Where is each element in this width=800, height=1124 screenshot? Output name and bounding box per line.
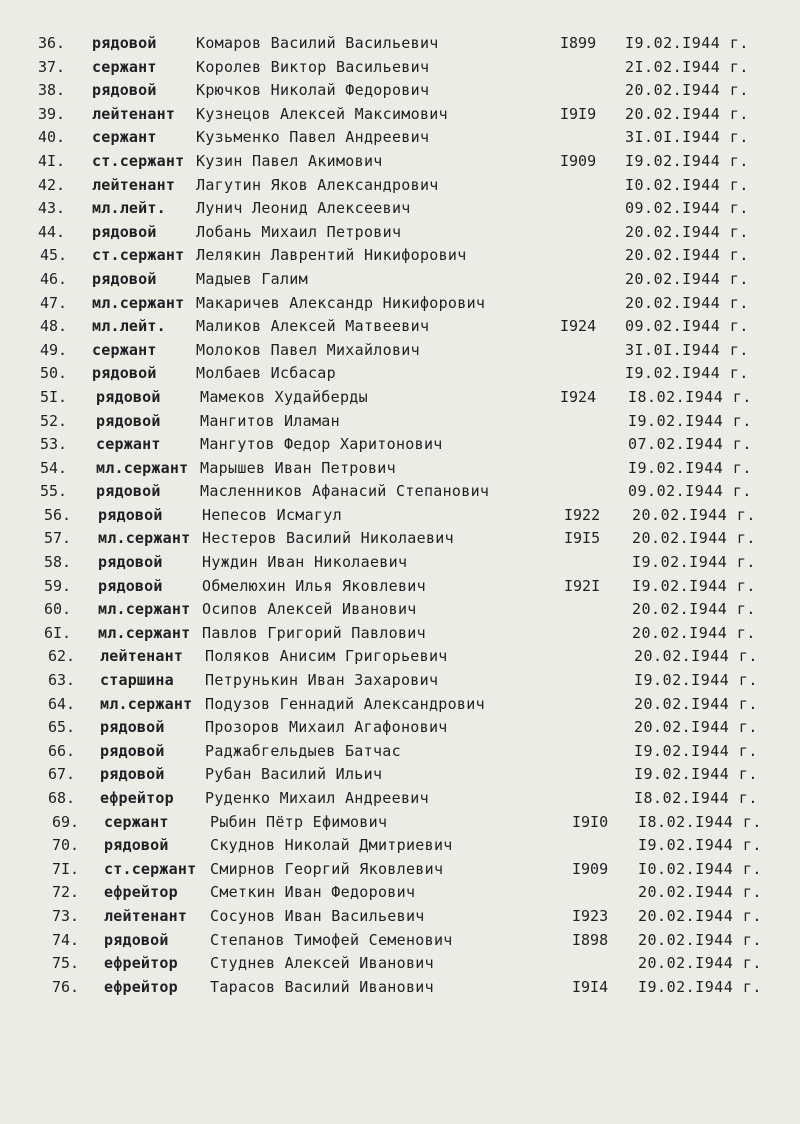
birth-year: I898 (572, 930, 609, 949)
person-name: Кузнецов Алексей Максимович (196, 104, 448, 123)
entry-number: 44. (38, 222, 66, 241)
date-text: 20.02.I944 г. (638, 954, 762, 973)
list-item (0, 126, 800, 150)
list-item (0, 339, 800, 363)
birth-year: I899 (560, 34, 597, 52)
entry-number: 39. (38, 104, 66, 123)
rank-text: лейтенант (92, 104, 176, 123)
list-item (0, 952, 800, 976)
person-name: Комаров Василий Васильевич (196, 34, 439, 52)
list-item (0, 787, 800, 811)
date-text: I8.02.I944 г. (628, 387, 752, 406)
date-text: I8.02.I944 г. (638, 812, 762, 831)
rank-text: рядовой (100, 765, 165, 784)
rank-text: ефрейтор (100, 789, 174, 807)
entry-number: 76. (52, 977, 80, 996)
rank-text: лейтенант (104, 906, 188, 925)
entry-number: 64. (48, 694, 76, 713)
list-item (0, 881, 800, 905)
person-name: Павлов Григорий Павлович (202, 623, 426, 642)
date-text: I0.02.I944 г. (638, 859, 762, 878)
entry-number: 67. (48, 765, 76, 784)
list-item (0, 410, 800, 434)
list-item (0, 103, 800, 127)
entry-number: 37. (38, 57, 66, 76)
person-name: Рыбин Пётр Ефимович (210, 812, 388, 831)
entry-number: 36. (38, 34, 66, 52)
rank-text: рядовой (96, 411, 161, 430)
person-name: Петрунькин Иван Захарович (205, 671, 439, 690)
rank-text: ефрейтор (104, 883, 178, 902)
rank-text: рядовой (98, 576, 163, 595)
rank-text: ст.сержант (92, 246, 185, 265)
list-item (0, 174, 800, 198)
person-name: Молбаев Исбасар (196, 364, 336, 383)
entry-number: 55. (40, 482, 68, 501)
list-item (0, 693, 800, 717)
list-item (0, 386, 800, 410)
birth-year: I924 (560, 387, 597, 406)
person-name: Сосунов Иван Васильевич (210, 906, 425, 925)
rank-text: ст.сержант (92, 151, 185, 170)
date-text: 2I.02.I944 г. (625, 57, 749, 76)
date-text: I9.02.I944 г. (634, 765, 758, 784)
date-text: I9.02.I944 г. (634, 741, 758, 760)
entry-number: 56. (44, 505, 72, 524)
list-item (0, 268, 800, 292)
rank-text: мл.сержант (98, 529, 191, 548)
entry-number: 6I. (44, 623, 72, 642)
person-name: Обмелюхин Илья Яковлевич (202, 576, 426, 595)
entry-number: 70. (52, 836, 80, 855)
rank-text: старшина (100, 671, 174, 690)
date-text: 3I.0I.I944 г. (625, 340, 749, 359)
list-item (0, 362, 800, 386)
entry-number: 66. (48, 741, 76, 760)
date-text: I9.02.I944 г. (625, 364, 749, 383)
date-text: I9.02.I944 г. (632, 553, 756, 572)
entry-number: 57. (44, 529, 72, 548)
list-item (0, 433, 800, 457)
list-item (0, 598, 800, 622)
birth-year: I922 (564, 505, 601, 524)
person-name: Мадыев Галим (196, 269, 308, 288)
person-name: Степанов Тимофей Семенович (210, 930, 453, 949)
rank-text: рядовой (104, 836, 169, 855)
person-name: Рубан Василий Ильич (205, 765, 383, 784)
date-text: 20.02.I944 г. (634, 647, 758, 666)
entry-number: 50. (40, 364, 68, 383)
date-text: I9.02.I944 г. (628, 458, 752, 477)
date-text: 20.02.I944 г. (638, 906, 762, 925)
rank-text: рядовой (98, 553, 163, 572)
date-text: 20.02.I944 г. (632, 623, 756, 642)
person-name: Непесов Исмагул (202, 505, 342, 524)
rank-text: ефрейтор (104, 977, 178, 996)
person-name: Скуднов Николай Дмитриевич (210, 836, 453, 855)
rank-text: сержант (96, 435, 161, 454)
date-text: 20.02.I944 г. (625, 222, 749, 241)
date-text: 20.02.I944 г. (634, 694, 758, 713)
rank-text: рядовой (96, 387, 161, 406)
list-item (0, 150, 800, 174)
person-name: Нуждин Иван Николаевич (202, 553, 408, 572)
person-name: Сметкин Иван Федорович (210, 883, 416, 902)
rank-text: сержант (104, 812, 169, 831)
person-name: Лагутин Яков Александрович (196, 175, 439, 194)
rank-text: рядовой (92, 34, 157, 52)
rank-text: лейтенант (92, 175, 176, 194)
list-item (0, 527, 800, 551)
list-item (0, 79, 800, 103)
entry-number: 45. (40, 246, 68, 265)
rank-text: сержант (92, 57, 157, 76)
entry-number: 63. (48, 671, 76, 690)
rank-text: лейтенант (100, 647, 184, 666)
person-name: Мамеков Худайберды (200, 387, 368, 406)
person-name: Маликов Алексей Матвеевич (196, 317, 430, 336)
date-text: 20.02.I944 г. (632, 505, 756, 524)
person-name: Крючков Николай Федорович (196, 81, 430, 100)
person-name: Марышев Иван Петрович (200, 458, 396, 477)
entry-number: 48. (40, 317, 68, 336)
person-name: Поляков Анисим Григорьевич (205, 647, 448, 666)
rank-text: мл.сержант (100, 694, 193, 713)
person-name: Королев Виктор Васильевич (196, 57, 430, 76)
date-text: 09.02.I944 г. (625, 317, 749, 336)
list-item (0, 716, 800, 740)
person-name: Осипов Алексей Иванович (202, 600, 417, 619)
list-item (0, 56, 800, 80)
list-item (0, 669, 800, 693)
list-item (0, 480, 800, 504)
person-name: Смирнов Георгий Яковлевич (210, 859, 444, 878)
person-name: Кузин Павел Акимович (196, 151, 383, 170)
entry-number: 74. (52, 930, 80, 949)
list-item (0, 292, 800, 316)
date-text: I9.02.I944 г. (625, 151, 749, 170)
date-text: 20.02.I944 г. (634, 718, 758, 737)
entry-number: 5I. (40, 387, 68, 406)
person-name: Лунич Леонид Алексеевич (196, 199, 411, 218)
entry-number: 47. (40, 293, 68, 312)
person-name: Студнев Алексей Иванович (210, 954, 434, 973)
rank-text: мл.сержант (96, 458, 189, 477)
entry-number: 58. (44, 553, 72, 572)
date-text: 20.02.I944 г. (638, 930, 762, 949)
list-item (0, 551, 800, 575)
entry-number: 73. (52, 906, 80, 925)
rank-text: рядовой (100, 741, 165, 760)
date-text: 07.02.I944 г. (628, 435, 752, 454)
person-name: Тарасов Василий Иванович (210, 977, 434, 996)
person-name: Подузов Геннадий Александрович (205, 694, 485, 713)
entry-number: 75. (52, 954, 80, 973)
rank-text: рядовой (92, 81, 157, 100)
list-item (0, 457, 800, 481)
list-item (0, 976, 800, 1000)
entry-number: 7I. (52, 859, 80, 878)
person-name: Прозоров Михаил Агафонович (205, 718, 448, 737)
entry-number: 52. (40, 411, 68, 430)
date-text: 09.02.I944 г. (628, 482, 752, 501)
birth-year: I924 (560, 317, 597, 336)
date-text: I9.02.I944 г. (638, 977, 762, 996)
rank-text: рядовой (104, 930, 169, 949)
date-text: 20.02.I944 г. (625, 104, 749, 123)
list-item (0, 905, 800, 929)
person-name: Лелякин Лаврентий Никифорович (196, 246, 467, 265)
entry-number: 72. (52, 883, 80, 902)
list-item (0, 197, 800, 221)
rank-text: мл.сержант (92, 293, 185, 312)
rank-text: рядовой (100, 718, 165, 737)
list-item (0, 929, 800, 953)
entry-number: 42. (38, 175, 66, 194)
birth-year: I923 (572, 906, 609, 925)
list-item (0, 763, 800, 787)
date-text: 20.02.I944 г. (625, 81, 749, 100)
date-text: I9.02.I944 г. (638, 836, 762, 855)
rank-text: рядовой (92, 222, 157, 241)
list-item (0, 858, 800, 882)
entry-number: 43. (38, 199, 66, 218)
person-name: Масленников Афанасий Степанович (200, 482, 490, 501)
list-item (0, 740, 800, 764)
list-item (0, 32, 800, 56)
personnel-list (0, 32, 800, 999)
birth-year: I909 (572, 859, 609, 878)
entry-number: 59. (44, 576, 72, 595)
list-item (0, 645, 800, 669)
rank-text: мл.сержант (98, 600, 191, 619)
entry-number: 54. (40, 458, 68, 477)
date-text: 20.02.I944 г. (632, 600, 756, 619)
date-text: 3I.0I.I944 г. (625, 128, 749, 147)
person-name: Руденко Михаил Андреевич (205, 789, 429, 807)
person-name: Мангутов Федор Харитонович (200, 435, 443, 454)
rank-text: ст.сержант (104, 859, 197, 878)
entry-number: 4I. (38, 151, 66, 170)
birth-year: I9I0 (572, 812, 609, 831)
person-name: Кузьменко Павел Андреевич (196, 128, 430, 147)
date-text: I9.02.I944 г. (632, 576, 756, 595)
entry-number: 69. (52, 812, 80, 831)
date-text: I9.02.I944 г. (628, 411, 752, 430)
date-text: I9.02.I944 г. (625, 34, 749, 52)
date-text: 20.02.I944 г. (638, 883, 762, 902)
rank-text: рядовой (92, 269, 157, 288)
list-item (0, 811, 800, 835)
date-text: I9.02.I944 г. (634, 671, 758, 690)
birth-year: I9I4 (572, 977, 609, 996)
rank-text: сержант (92, 128, 157, 147)
entry-number: 49. (40, 340, 68, 359)
birth-year: I92I (564, 576, 601, 595)
rank-text: ефрейтор (104, 954, 178, 973)
date-text: 20.02.I944 г. (625, 246, 749, 265)
rank-text: мл.лейт. (92, 199, 166, 218)
person-name: Раджабгельдыев Батчас (205, 741, 401, 760)
list-item (0, 244, 800, 268)
list-item (0, 622, 800, 646)
birth-year: I9I5 (564, 529, 601, 548)
person-name: Макаричев Александр Никифорович (196, 293, 486, 312)
rank-text: мл.сержант (98, 623, 191, 642)
entry-number: 62. (48, 647, 76, 666)
birth-year: I9I9 (560, 104, 597, 123)
date-text: I0.02.I944 г. (625, 175, 749, 194)
birth-year: I909 (560, 151, 597, 170)
entry-number: 46. (40, 269, 68, 288)
date-text: I8.02.I944 г. (634, 789, 758, 807)
date-text: 20.02.I944 г. (632, 529, 756, 548)
rank-text: рядовой (96, 482, 161, 501)
date-text: 20.02.I944 г. (625, 293, 749, 312)
person-name: Мангитов Иламан (200, 411, 340, 430)
rank-text: рядовой (92, 364, 157, 383)
entry-number: 38. (38, 81, 66, 100)
rank-text: сержант (92, 340, 157, 359)
entry-number: 65. (48, 718, 76, 737)
date-text: 09.02.I944 г. (625, 199, 749, 218)
person-name: Молоков Павел Михайлович (196, 340, 420, 359)
person-name: Нестеров Василий Николаевич (202, 529, 454, 548)
entry-number: 53. (40, 435, 68, 454)
list-item (0, 834, 800, 858)
list-item (0, 504, 800, 528)
rank-text: мл.лейт. (92, 317, 166, 336)
rank-text: рядовой (98, 505, 163, 524)
date-text: 20.02.I944 г. (625, 269, 749, 288)
list-item (0, 575, 800, 599)
entry-number: 68. (48, 789, 76, 807)
person-name: Лобань Михаил Петрович (196, 222, 402, 241)
entry-number: 40. (38, 128, 66, 147)
list-item (0, 315, 800, 339)
entry-number: 60. (44, 600, 72, 619)
list-item (0, 221, 800, 245)
